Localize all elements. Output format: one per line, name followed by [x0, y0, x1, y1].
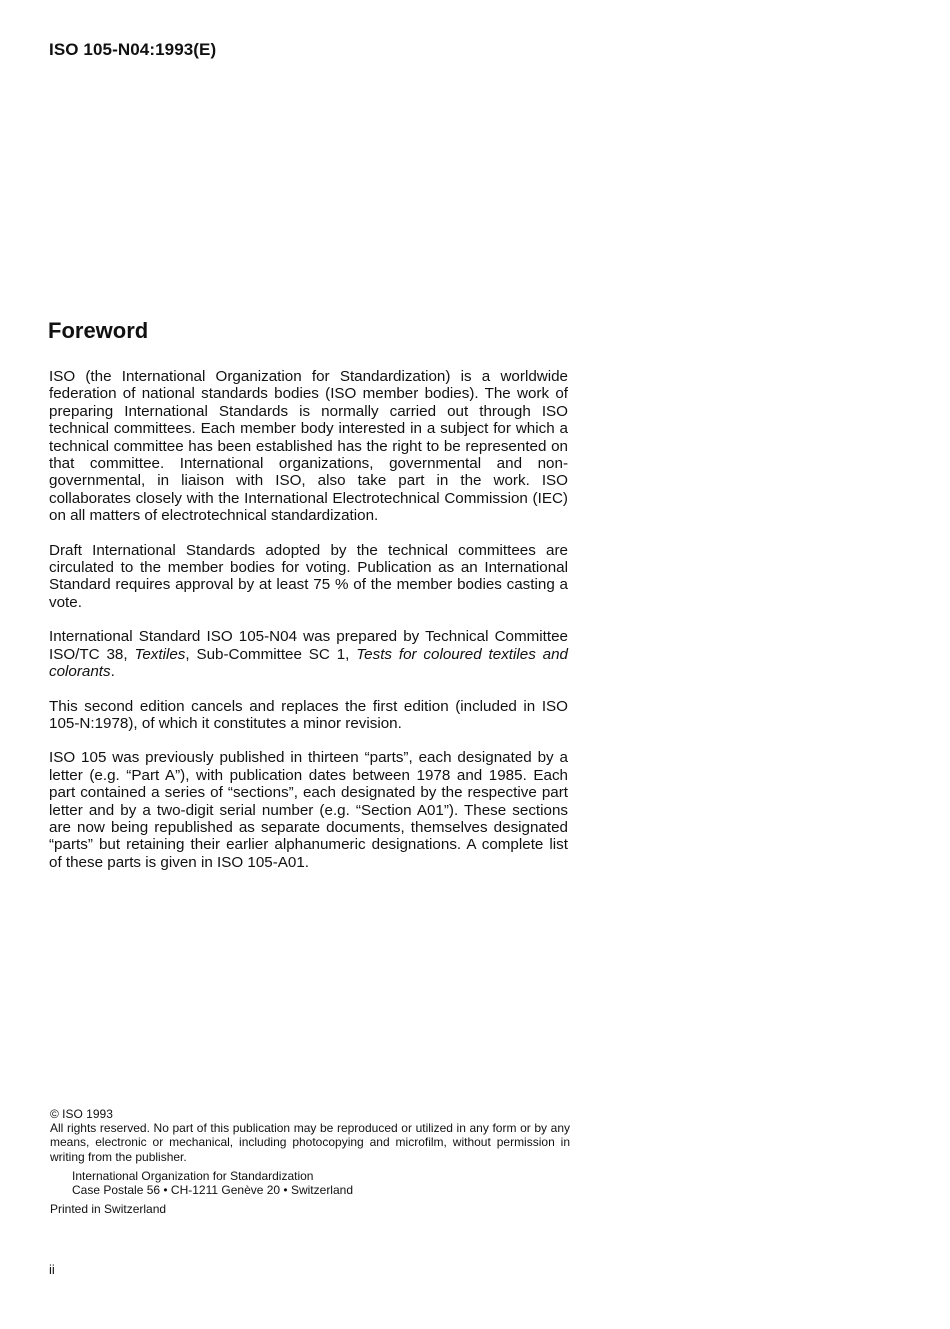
- foreword-paragraph-draft-standards: Draft International Standards adopted by the technical committees are circulated to the member bodies for voting. Publication as an International Standard requires approval by at least 75 % of the member bodies casting a vote.: [49, 541, 568, 611]
- foreword-paragraph-committee: [49, 628, 568, 680]
- copyright-block: [50, 1107, 570, 1216]
- rights-notice: All rights reserved. No part of this publication may be reproduced or utilized in any form or by any means, electronic or mechanical, including photocopying and microfilm, without permission in writing from the publisher.: [50, 1121, 570, 1164]
- subcommittee-text: , Sub-Committee SC 1,: [185, 645, 357, 663]
- document-identifier: ISO 105-N04:1993(E): [49, 40, 217, 59]
- foreword-paragraph-edition: This second edition cancels and replaces the first edition (included in ISO 105-N:1978), of which it constitutes a minor revision.: [49, 697, 568, 732]
- committee-text: International Standard ISO 105-N04 was prepared by Technical Committee ISO/TC 38,: [49, 628, 568, 663]
- textiles-title: Textiles: [134, 645, 186, 663]
- page-number: ii: [49, 1262, 55, 1277]
- foreword-paragraph-parts-history: ISO 105 was previously published in thirteen “parts”, each designated by a letter (e.g. “Part A”), with publication dates between 1978 and 1985. Each part contained a series of “sections”, each designated by the respective part letter and by a two-digit serial number (e.g. “Section A01”). These sections are now being republished as separate documents, themselves designated “parts” but retaining their earlier alphanumeric designations. A complete list of these parts is given in ISO 105-A01.: [49, 749, 568, 871]
- tests-title: Tests for coloured textiles and colorants: [49, 645, 568, 681]
- foreword-heading: Foreword: [48, 318, 149, 343]
- committee-period: .: [110, 663, 115, 681]
- copyright-line: © ISO 1993: [50, 1107, 113, 1121]
- publisher-address: [50, 1169, 570, 1197]
- printed-in: Printed in Switzerland: [50, 1202, 167, 1217]
- foreword-paragraph-iso-overview: ISO (the International Organization for Standardization) is a worldwide federation of national standards bodies (ISO member bodies). The work of preparing International Standards is normally carried out through ISO technical committees. Each member body interested in a subject for which a technical committee has been established has the right to be represented on that committee. International organizations, governmental and non-governmental, in liaison with ISO, also take part in the work. ISO collaborates closely with the International Electrotechnical Commission (IEC) on all matters of electrotechnical standardization.: [49, 368, 568, 525]
- foreword-body: [49, 368, 568, 888]
- publisher-name: International Organization for Standardization: [72, 1168, 314, 1183]
- postal-address: Case Postale 56 • CH-1211 Genève 20 • Switzerland: [72, 1183, 353, 1198]
